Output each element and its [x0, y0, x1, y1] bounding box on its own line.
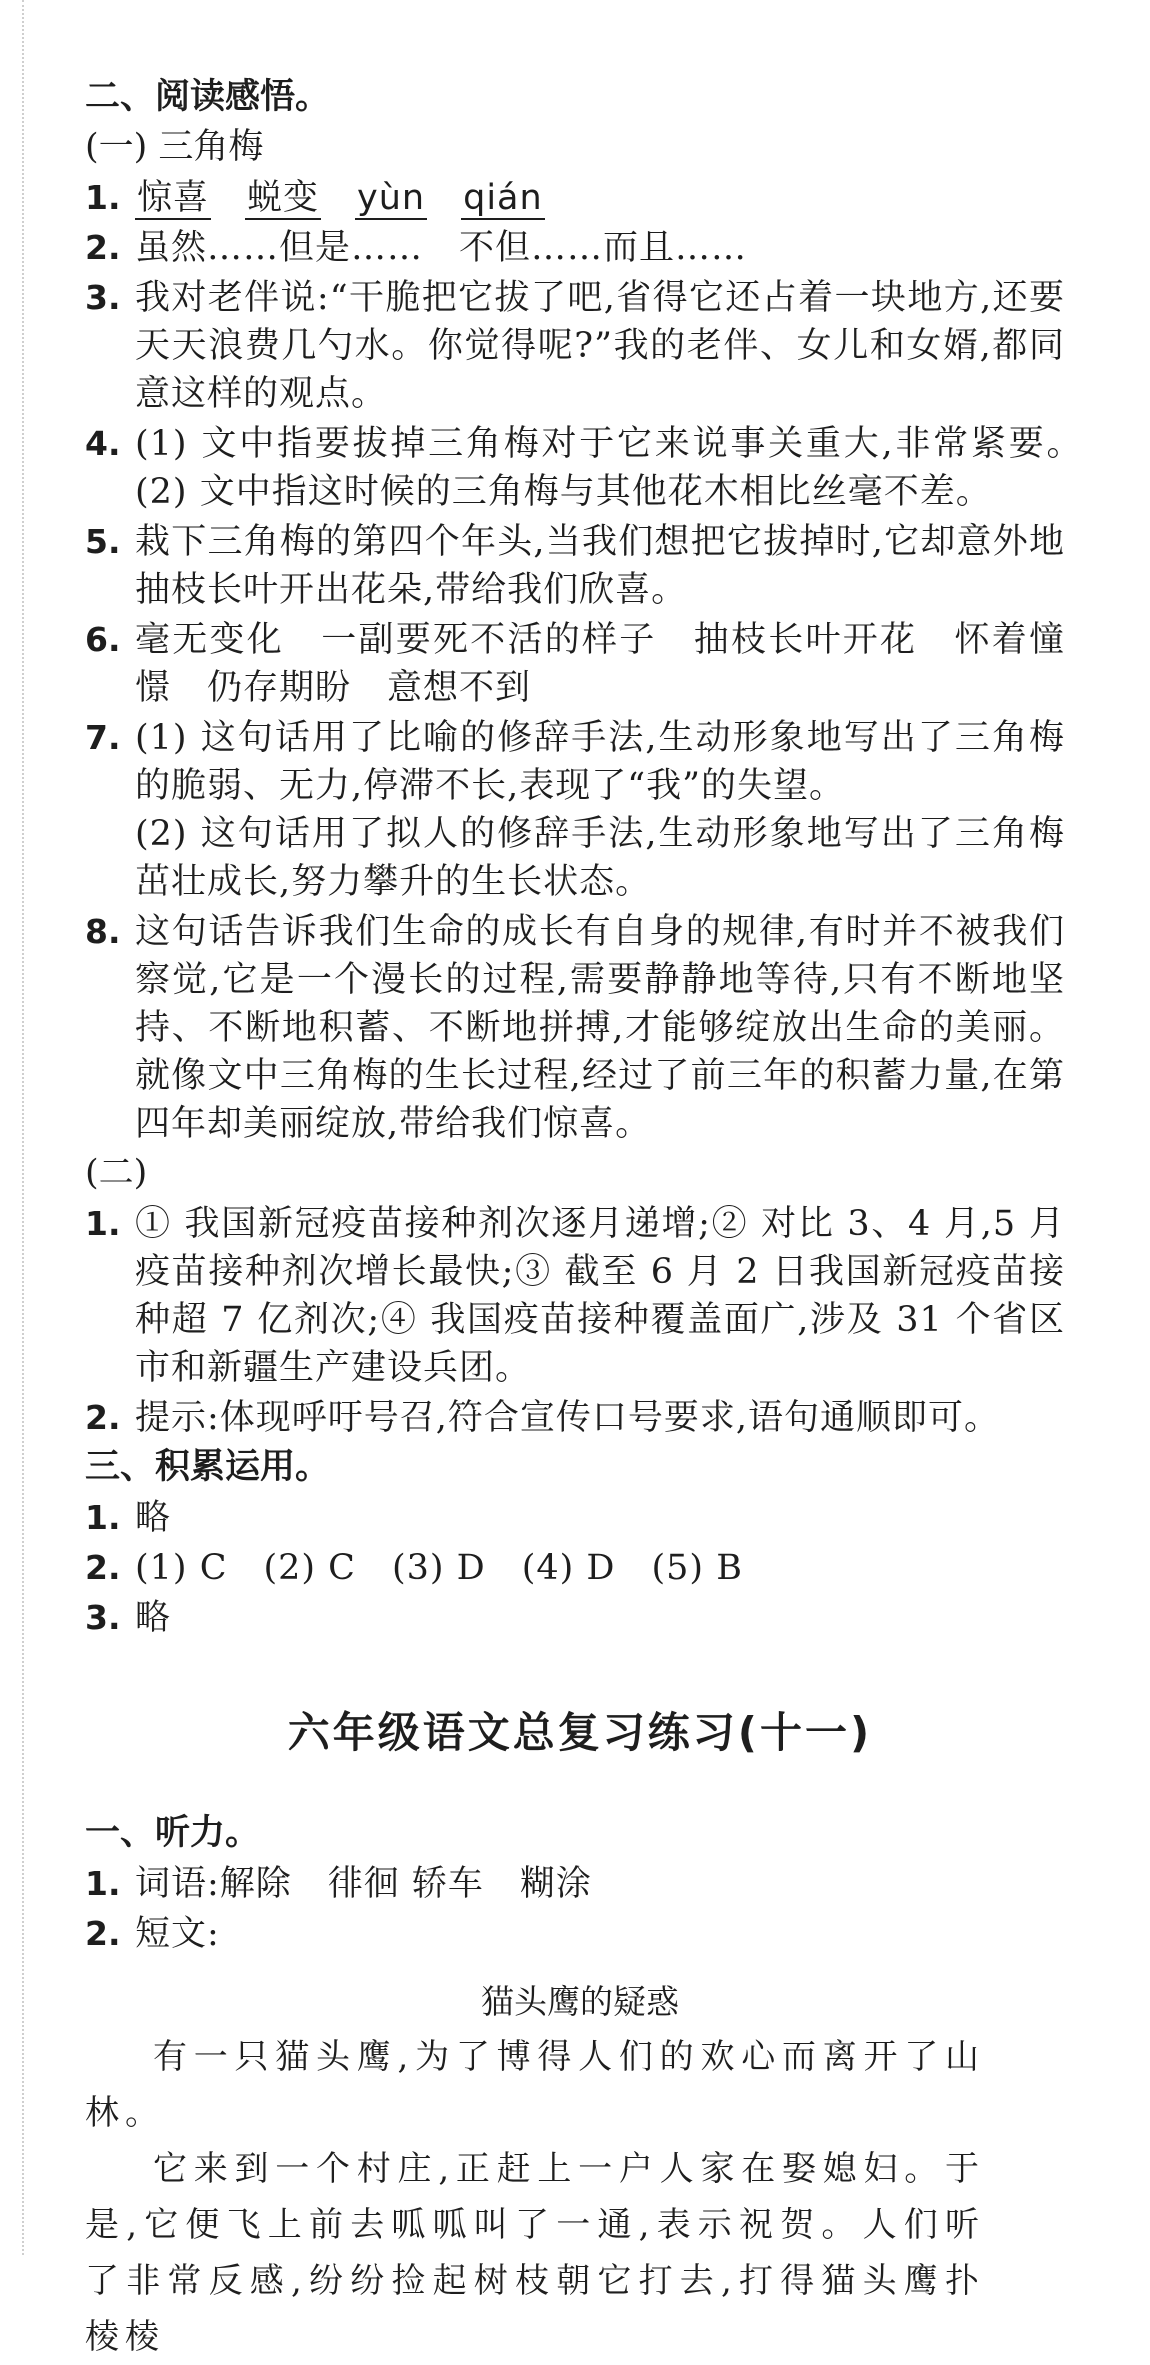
item-number: 7. [85, 718, 121, 757]
underlined-answer: yùn [357, 178, 426, 218]
item-text: 毫无变化 一副要死不活的样子 抽枝长叶开花 怀着憧憬 仍存期盼 意想不到 [135, 620, 1065, 708]
answer-item [85, 908, 1075, 1148]
answer-item [85, 616, 1075, 712]
item-number: 1. [85, 1498, 121, 1537]
answer-item [85, 420, 1102, 516]
answer-item [85, 1594, 1075, 1642]
underlined-answer: qián [463, 178, 543, 218]
sub-answer: (2) 这句话用了拟人的修辞手法,生动形象地写出了三角梅茁壮成长,努力攀升的生长状态。 [135, 814, 1065, 902]
answer-item [85, 174, 1075, 222]
item-text: 提示:体现呼吁号召,符合宣传口号要求,语句通顺即可。 [135, 1398, 1001, 1438]
item-text: 略 [135, 1598, 172, 1638]
section-heading-listening: 一、听力。 [85, 1813, 261, 1853]
item-text: (1) C (2) C (3) D (4) D (5) B [135, 1548, 743, 1588]
answer-item [85, 1860, 1075, 1908]
item-number: 2. [85, 1914, 121, 1953]
answer-item [85, 714, 1075, 906]
item-number: 8. [85, 912, 121, 951]
exercise-title: 六年级语文总复习练习(十一) [287, 1708, 873, 1757]
item-text: 我对老伴说:“干脆把它拔了吧,省得它还占着一块地方,还要天天浪费几勺水。你觉得呢?”我的老伴、女儿和女婿,都同意这样的观点。 [135, 278, 1065, 414]
section-heading-reading: 二、阅读感悟。 [85, 77, 331, 117]
story-title: 猫头鹰的疑惑 [481, 1982, 679, 2021]
section-heading-accumulation: 三、积累运用。 [85, 1447, 331, 1487]
answer-item [85, 518, 1075, 614]
answer-item [85, 1200, 1075, 1392]
item-text: 这句话告诉我们生命的成长有自身的规律,有时并不被我们察觉,它是一个漫长的过程,需要静静地等待,只有不断地坚持、不断地积蓄、不断地拼搏,才能够绽放出生命的美丽。就像文中三角梅的生长过程,经过了前三年的积蓄力量,在第四年却美丽绽放,带给我们惊喜。 [135, 912, 1065, 1144]
item-text: (1) 文中指要拔掉三角梅对于它来说事关重大,非常紧要。 (2) 文中指这时候的三角梅与其他花木相比丝毫不差。 [135, 424, 1102, 512]
item-number: 3. [85, 278, 121, 317]
item-text: ① 我国新冠疫苗接种剂次逐月递增;② 对比 3、4 月,5 月疫苗接种剂次增长最快;③ 截至 6 月 2 日我国新冠疫苗接种超 7 亿剂次;④ 我国疫苗接种覆盖面广,涉及 31 个省区市和新疆生产建设兵团。 [135, 1204, 1065, 1388]
answer-item [85, 224, 1075, 272]
answer-item [85, 1494, 1075, 1542]
sub-answer: (1) 这句话用了比喻的修辞手法,生动形象地写出了三角梅的脆弱、无力,停滞不长,表现了“我”的失望。 [135, 718, 1065, 806]
item-text: 词语:解除 徘徊 轿车 糊涂 [135, 1864, 592, 1904]
item-number: 4. [85, 424, 121, 463]
story-paragraph: 有一只猫头鹰,为了博得人们的欢心而离开了山林。 [85, 2037, 985, 2133]
item-text: 短文: [135, 1914, 220, 1954]
item-text: 虽然……但是…… 不但……而且…… [135, 228, 748, 268]
item-number: 1. [85, 1864, 121, 1903]
item-number: 1. [85, 178, 121, 217]
item-number: 3. [85, 1598, 121, 1637]
answer-content [85, 72, 1102, 2365]
item-number: 2. [85, 1548, 121, 1587]
scan-binding-edge [22, 0, 25, 2255]
story-paragraph: 它来到一个村庄,正赶上一户人家在娶媳妇。于是,它便飞上前去呱呱叫了一通,表示祝贺。人们听了非常反感,纷纷捡起树枝朝它打去,打得猫头鹰扑棱棱 [85, 2149, 985, 2357]
answer-item [85, 1394, 1075, 1442]
underlined-answer: 蜕变 [247, 178, 320, 218]
item-number: 6. [85, 620, 121, 659]
item-text [135, 174, 579, 222]
item-number: 1. [85, 1204, 121, 1243]
item-number: 2. [85, 1398, 121, 1437]
item-number: 2. [85, 228, 121, 267]
item-text: 栽下三角梅的第四个年头,当我们想把它拔掉时,它却意外地抽枝长叶开出花朵,带给我们欣喜。 [135, 522, 1065, 610]
answer-item [85, 1544, 1075, 1592]
answer-item [85, 1910, 1075, 1958]
item-text [135, 714, 1065, 906]
answer-item [85, 274, 1075, 418]
passage-label-part2: (二) [85, 1153, 148, 1193]
underlined-answer: 惊喜 [137, 178, 210, 218]
item-number: 5. [85, 522, 121, 561]
item-text: 略 [135, 1498, 172, 1538]
passage-label-sanjiaomei: (一) 三角梅 [85, 127, 264, 167]
